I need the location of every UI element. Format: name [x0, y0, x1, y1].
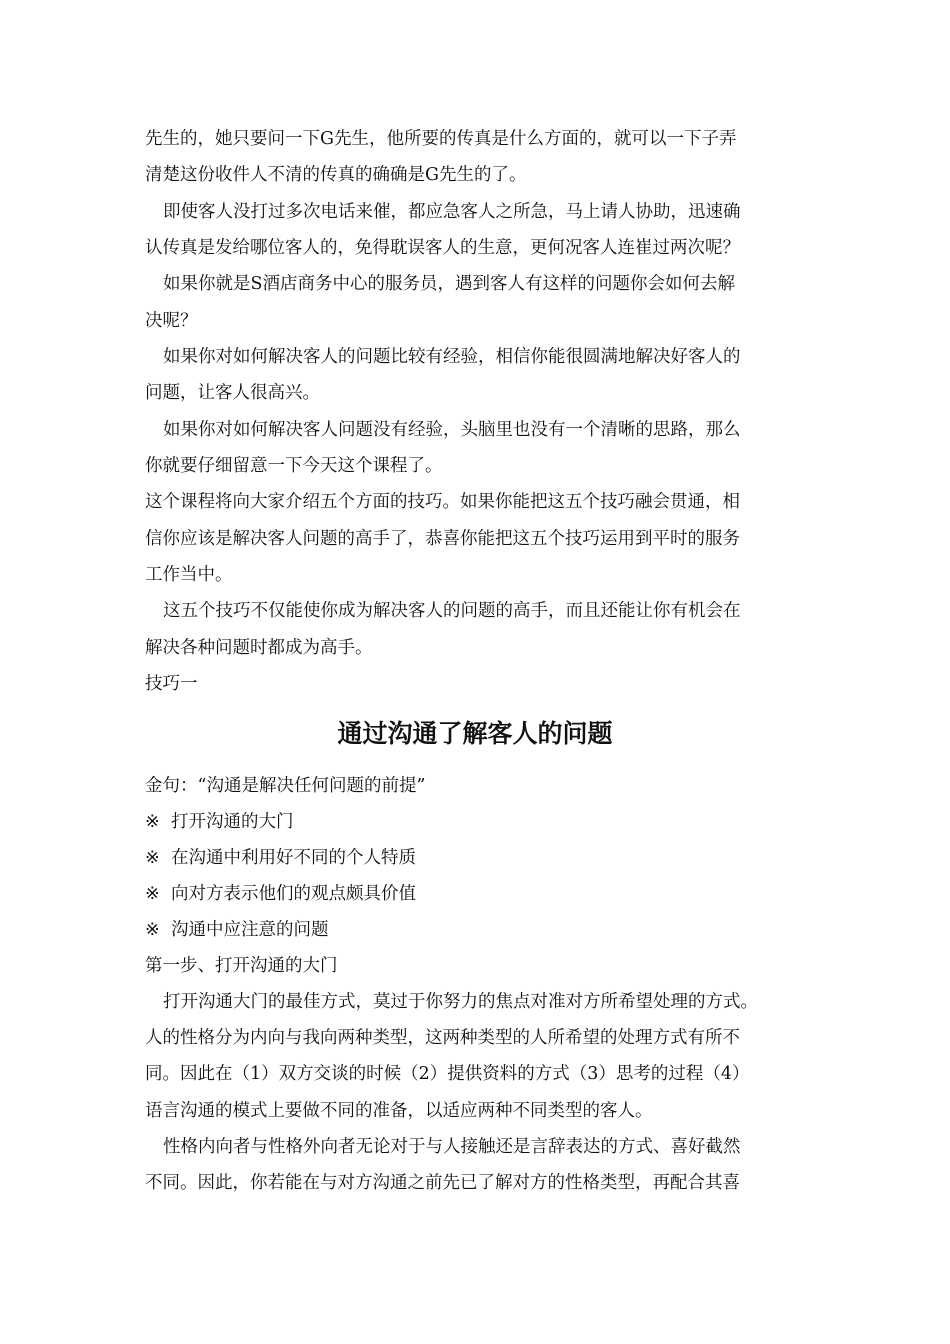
text-line: 技巧一: [145, 674, 198, 694]
bullet-text: 打开沟通的大门: [171, 812, 294, 832]
text-line: 如果你对如何解决客人的问题比较有经验，相信你能很圆满地解决好客人的: [163, 347, 741, 367]
bullet-item: [145, 810, 294, 834]
bullet-text: 在沟通中利用好不同的个人特质: [171, 848, 416, 868]
reference-mark-icon: ※: [145, 848, 160, 868]
body-line: 性格内向者与性格外向者无论对于与人接触还是言辞表达的方式、喜好截然: [163, 1137, 741, 1157]
text-line: 解决各种问题时都成为高手。: [145, 638, 373, 658]
motto-line: 金句：“沟通是解决任何问题的前提”: [145, 776, 426, 796]
text-line: 认传真是发给哪位客人的，免得耽误客人的生意，更何况客人连崔过两次呢？: [145, 238, 740, 258]
text-line: 信你应该是解决客人问题的高手了，恭喜你能把这五个技巧运用到平时的服务: [145, 529, 740, 549]
text-line: 这个课程将向大家介绍五个方面的技巧。如果你能把这五个技巧融会贯通，相: [145, 492, 740, 512]
text-line: 你就要仔细留意一下今天这个课程了。: [145, 456, 443, 476]
bullet-item: [145, 918, 329, 942]
section-title: 通过沟通了解客人的问题: [337, 719, 613, 748]
reference-mark-icon: ※: [145, 884, 160, 904]
text-line: 决呢？: [145, 311, 198, 331]
body-line: 不同。因此，你若能在与对方沟通之前先已了解对方的性格类型，再配合其喜: [145, 1173, 740, 1193]
body-line: 同。因此在（1）双方交谈的时候（2）提供资料的方式（3）思考的过程（4）: [145, 1064, 750, 1084]
bullet-text: 向对方表示他们的观点颇具价值: [171, 884, 416, 904]
step-heading: 第一步、打开沟通的大门: [145, 956, 338, 976]
text-line: 如果你对如何解决客人问题没有经验，头脑里也没有一个清晰的思路，那么: [163, 420, 741, 440]
text-line: 如果你就是S酒店商务中心的服务员，遇到客人有这样的问题你会如何去解: [163, 274, 735, 294]
bullet-text: 沟通中应注意的问题: [171, 920, 329, 940]
text-line: 即使客人没打过多次电话来催，都应急客人之所急，马上请人协助，迅速确: [163, 202, 741, 222]
body-line: 语言沟通的模式上要做不同的准备，以适应两种不同类型的客人。: [145, 1101, 653, 1121]
bullet-item: [145, 882, 416, 906]
reference-mark-icon: ※: [145, 812, 160, 832]
body-line: 人的性格分为内向与我向两种类型，这两种类型的人所希望的处理方式有所不: [145, 1028, 740, 1048]
bullet-item: [145, 846, 416, 870]
text-line: 清楚这份收件人不清的传真的确确是G先生的了。: [145, 165, 527, 185]
text-line: 先生的，她只要问一下G先生，他所要的传真是什么方面的，就可以一下子弄: [145, 129, 737, 149]
reference-mark-icon: ※: [145, 920, 160, 940]
text-line: 工作当中。: [145, 565, 233, 585]
text-line: 这五个技巧不仅能使你成为解决客人的问题的高手，而且还能让你有机会在: [163, 601, 741, 621]
text-line: 问题，让客人很高兴。: [145, 383, 320, 403]
body-line: 打开沟通大门的最佳方式，莫过于你努力的焦点对准对方所希望处理的方式。: [163, 992, 758, 1012]
